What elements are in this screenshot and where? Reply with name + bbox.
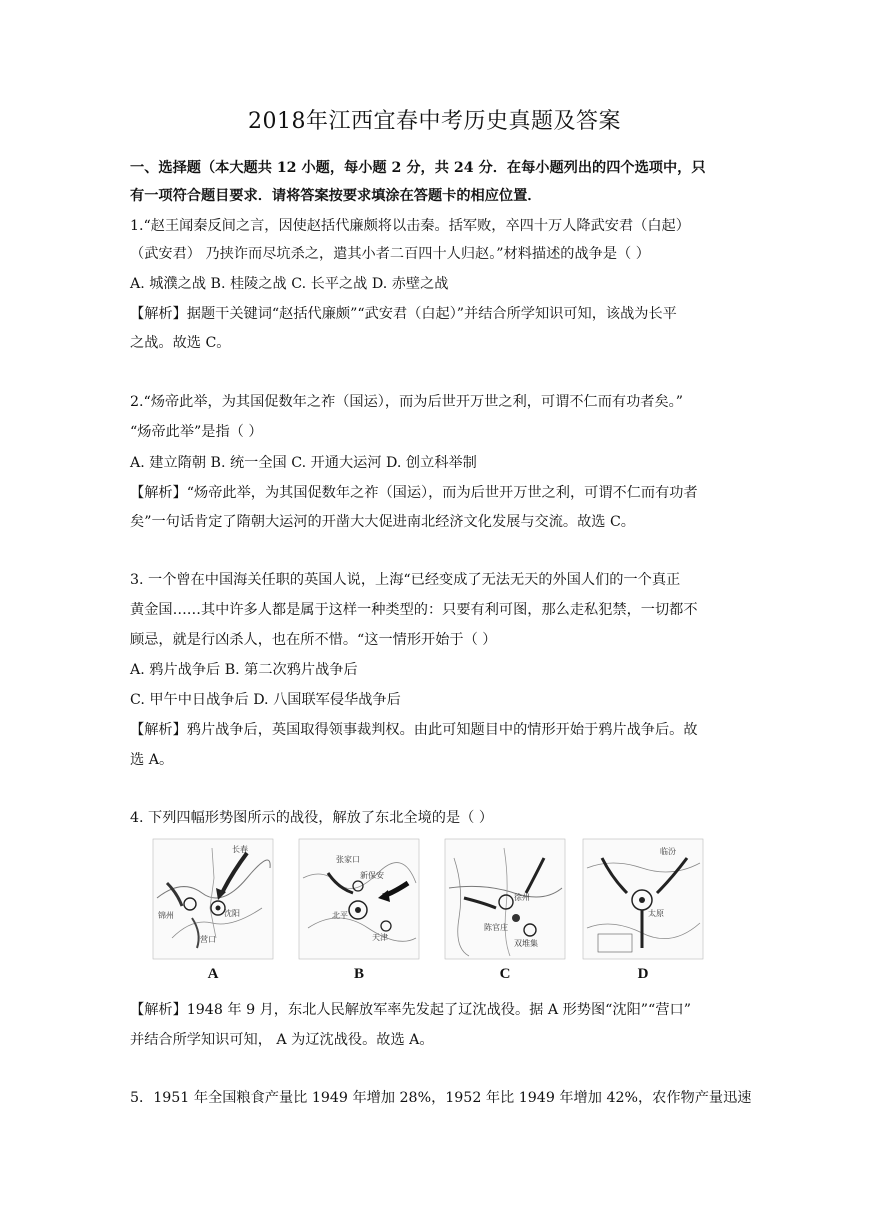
- map-d-place-1: 太原: [648, 909, 664, 918]
- question-1-options: A. 城濮之战 B. 桂陵之战 C. 长平之战 D. 赤壁之战: [130, 276, 449, 292]
- question-3-options-line-2: C. 甲午中日战争后 D. 八国联军侵华战争后: [130, 692, 401, 708]
- question-3-options-line-1: A. 鸦片战争后 B. 第二次鸦片战争后: [130, 662, 358, 678]
- map-b: [298, 838, 420, 988]
- section-header-line-1: 一、选择题（本大题共 12 小题，每小题 2 分，共 24 分．在每小题列出的四个选项中，只: [130, 160, 706, 176]
- map-c-place-1: 徐州: [514, 893, 530, 902]
- question-3-analysis-line-1: 【解析】鸦片战争后，英国取得领事裁判权。由此可知题目中的情形开始于鸦片战争后。故: [130, 722, 698, 738]
- question-1-analysis-line-2: 之战。故选 C。: [130, 335, 231, 351]
- map-a-place-3: 锦州: [158, 911, 174, 920]
- section-header-line-2: 有一项符合题目要求．请将答案按要求填涂在答题卡的相应位置．: [130, 188, 542, 204]
- map-a-place-2: 沈阳: [224, 909, 240, 918]
- question-2-analysis-line-1: 【解析】“炀帝此举，为其国促数年之祚（国运），而为后世开万世之利，可谓不仁而有功者: [130, 485, 698, 501]
- question-1-line-1: 1.“赵王闻秦反间之言，因使赵括代廉颇将以击秦。括军败，卒四十万人降武安君（白起）: [130, 218, 690, 234]
- map-a: [152, 838, 274, 988]
- map-b-place-3: 北平: [332, 911, 348, 920]
- question-1-line-2: （武安君） 乃挟诈而尽坑杀之，遣其小者二百四十人归赵。”材料描述的战争是（ ）: [130, 246, 650, 262]
- map-c: [444, 838, 566, 988]
- map-b-label: B: [353, 966, 364, 982]
- map-c-place-2: 陈官庄: [484, 923, 508, 932]
- map-a-drawing: [152, 838, 274, 963]
- question-3-line-1: 3. 一个曾在中国海关任职的英国人说，上海“已经变成了无法无天的外国人们的一个真正: [130, 572, 681, 588]
- question-3-analysis-line-2: 选 A。: [130, 752, 174, 768]
- question-3-line-3: 顾忌，就是行凶杀人，也在所不惜。“这一情形开始于（ ）: [130, 632, 497, 648]
- question-2-line-2: “炀帝此举”是指（ ）: [130, 424, 263, 440]
- question-4-analysis-line-1: 【解析】1948 年 9 月，东北人民解放军率先发起了辽沈战役。据 A 形势图“沈阳”“营口”: [130, 1002, 691, 1018]
- map-b-place-2: 新保安: [360, 871, 384, 880]
- map-d: [582, 838, 704, 988]
- question-1-analysis-line-1: 【解析】据题干关键词“赵括代廉颇”“武安君（白起）”并结合所学知识可知，该战为长平: [130, 306, 677, 322]
- question-5-line-1: 5．1951 年全国粮食产量比 1949 年增加 28%，1952 年比 1949 年增加 42%，农作物产量迅速: [130, 1090, 752, 1106]
- map-d-label: D: [637, 966, 649, 982]
- map-d-place-2: 临汾: [660, 847, 676, 856]
- map-a-place-1: 长春: [232, 845, 248, 854]
- map-a-place-4: 营口: [200, 935, 216, 944]
- map-b-place-1: 张家口: [336, 855, 360, 864]
- question-2-options: A. 建立隋朝 B. 统一全国 C. 开通大运河 D. 创立科举制: [130, 455, 477, 471]
- page-title: 2018年江西宜春中考历史真题及答案: [248, 109, 621, 134]
- question-4-analysis-line-2: 并结合所学知识可知， A 为辽沈战役。故选 A。: [130, 1032, 434, 1048]
- question-2-line-1: 2.“炀帝此举，为其国促数年之祚（国运），而为后世开万世之利，可谓不仁而有功者矣。”: [130, 394, 683, 410]
- question-3-line-2: 黄金国……其中许多人都是属于这样一种类型的：只要有利可图，那么走私犯禁，一切都不: [130, 602, 698, 618]
- question-2-analysis-line-2: 矣”一句话肯定了隋朝大运河的开凿大大促进南北经济文化发展与交流。故选 C。: [130, 514, 635, 530]
- map-c-place-3: 双堆集: [514, 939, 538, 948]
- question-4-line-1: 4. 下列四幅形势图所示的战役，解放了东北全境的是（ ）: [130, 810, 494, 826]
- map-a-label: A: [207, 966, 219, 982]
- map-d-drawing: [582, 838, 704, 963]
- map-b-drawing: [298, 838, 420, 963]
- battle-maps: [152, 838, 712, 988]
- map-c-label: C: [499, 966, 511, 982]
- map-c-drawing: [444, 838, 566, 963]
- map-b-place-4: 天津: [372, 933, 388, 942]
